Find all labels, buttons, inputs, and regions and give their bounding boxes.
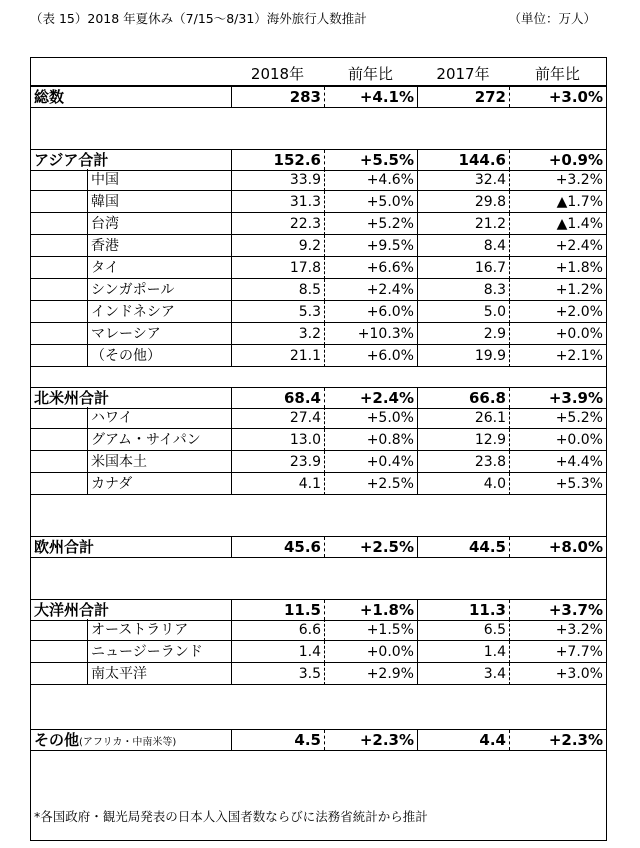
- total-2017: 272: [417, 87, 509, 107]
- country-label: グアム・サイパン: [87, 429, 231, 451]
- other-label-wrap: [34, 730, 176, 752]
- country-label: ニュージーランド: [87, 641, 231, 663]
- asia-label: アジア合計: [34, 151, 109, 169]
- yoy-2018: +0.0%: [324, 641, 417, 663]
- country-row: [31, 301, 606, 323]
- other-2018: 4.5: [231, 730, 324, 750]
- total-row: [31, 86, 606, 108]
- yoy-2017: ▲1.7%: [509, 191, 606, 213]
- yoy-2018: +6.0%: [324, 345, 417, 367]
- yoy-2017: ▲1.4%: [509, 213, 606, 235]
- value-2017: 6.5: [417, 619, 509, 641]
- value-2017: 1.4: [417, 641, 509, 663]
- country-label: 香港: [87, 235, 231, 257]
- country-row: [31, 213, 606, 235]
- value-2018: 1.4: [231, 641, 324, 663]
- yoy-2017: +3.2%: [509, 619, 606, 641]
- total-yoy-2018: +4.1%: [324, 87, 417, 107]
- value-2017: 19.9: [417, 345, 509, 367]
- europe-total-row: [31, 536, 606, 558]
- yoy-2017: +5.3%: [509, 473, 606, 495]
- yoy-2017: +2.0%: [509, 301, 606, 323]
- total-yoy-2017: +3.0%: [509, 87, 606, 107]
- country-row: [31, 257, 606, 279]
- value-2018: 27.4: [231, 407, 324, 429]
- country-label: シンガポール: [87, 279, 231, 301]
- namerica-yoy-2017: +3.9%: [509, 388, 606, 408]
- header-2018: 2018年: [250, 65, 305, 83]
- header-yoy-2017: 前年比: [534, 65, 580, 83]
- value-2018: 3.2: [231, 323, 324, 345]
- country-label: 台湾: [87, 213, 231, 235]
- yoy-2018: +9.5%: [324, 235, 417, 257]
- yoy-2018: +6.0%: [324, 301, 417, 323]
- value-2018: 8.5: [231, 279, 324, 301]
- oceania-yoy-2017: +3.7%: [509, 600, 606, 620]
- asia-yoy-2017: +0.9%: [509, 150, 606, 170]
- country-row: [31, 429, 606, 451]
- country-row: [31, 191, 606, 213]
- total-2018: 283: [231, 87, 324, 107]
- other-yoy-2017: +2.3%: [509, 730, 606, 750]
- yoy-2018: +4.6%: [324, 169, 417, 191]
- country-row: [31, 473, 606, 495]
- yoy-2018: +5.0%: [324, 191, 417, 213]
- europe-2017: 44.5: [417, 537, 509, 557]
- table-title: （表 15）2018 年夏休み（7/15～8/31）海外旅行人数推計: [30, 11, 367, 26]
- value-2018: 21.1: [231, 345, 324, 367]
- oceania-2017: 11.3: [417, 600, 509, 620]
- country-row: [31, 451, 606, 473]
- value-2017: 21.2: [417, 213, 509, 235]
- yoy-2018: +10.3%: [324, 323, 417, 345]
- yoy-2017: +3.0%: [509, 663, 606, 685]
- country-label: オーストラリア: [87, 619, 231, 641]
- unit-label: （単位：万人）: [508, 11, 596, 26]
- value-2018: 17.8: [231, 257, 324, 279]
- country-row: [31, 663, 606, 685]
- country-row: [31, 345, 606, 367]
- value-2018: 13.0: [231, 429, 324, 451]
- other-sublabel: (アフリカ・中南米等): [79, 737, 177, 748]
- europe-yoy-2017: +8.0%: [509, 537, 606, 557]
- asia-2017: 144.6: [417, 150, 509, 170]
- yoy-2018: +0.8%: [324, 429, 417, 451]
- country-label: （その他）: [87, 345, 231, 367]
- country-label: マレーシア: [87, 323, 231, 345]
- country-label: 米国本土: [87, 451, 231, 473]
- yoy-2018: +2.4%: [324, 279, 417, 301]
- total-label: 総数: [34, 88, 65, 106]
- yoy-2017: +4.4%: [509, 451, 606, 473]
- other-label: その他: [34, 731, 80, 749]
- country-label: インドネシア: [87, 301, 231, 323]
- oceania-total-row: [31, 599, 606, 621]
- asia-total-row: [31, 149, 606, 171]
- value-2018: 4.1: [231, 473, 324, 495]
- yoy-2017: +7.7%: [509, 641, 606, 663]
- header-2017: 2017年: [436, 65, 490, 83]
- yoy-2017: +1.2%: [509, 279, 606, 301]
- value-2017: 3.4: [417, 663, 509, 685]
- country-row: [31, 641, 606, 663]
- oceania-2018: 11.5: [231, 600, 324, 620]
- value-2017: 8.3: [417, 279, 509, 301]
- yoy-2018: +5.0%: [324, 407, 417, 429]
- value-2017: 26.1: [417, 407, 509, 429]
- header-yoy-2018: 前年比: [347, 65, 393, 83]
- value-2017: 8.4: [417, 235, 509, 257]
- value-2018: 3.5: [231, 663, 324, 685]
- europe-2018: 45.6: [231, 537, 324, 557]
- data-table: [30, 57, 607, 841]
- other-2017: 4.4: [417, 730, 509, 750]
- namerica-2018: 68.4: [231, 388, 324, 408]
- table-header: [31, 58, 606, 86]
- country-label: 韓国: [87, 191, 231, 213]
- yoy-2017: +0.0%: [509, 323, 606, 345]
- footnote: *各国政府・観光局発表の日本人入国者数ならびに法務省統計から推計: [34, 809, 428, 824]
- value-2017: 12.9: [417, 429, 509, 451]
- value-2017: 4.0: [417, 473, 509, 495]
- other-yoy-2018: +2.3%: [324, 730, 417, 750]
- other-total-row: [31, 729, 606, 751]
- country-label: タイ: [87, 257, 231, 279]
- yoy-2018: +5.2%: [324, 213, 417, 235]
- asia-yoy-2018: +5.5%: [324, 150, 417, 170]
- namerica-2017: 66.8: [417, 388, 509, 408]
- europe-label: 欧州合計: [34, 538, 95, 556]
- country-label: 南太平洋: [87, 663, 231, 685]
- country-row: [31, 235, 606, 257]
- country-label: ハワイ: [87, 407, 231, 429]
- namerica-yoy-2018: +2.4%: [324, 388, 417, 408]
- namerica-total-row: [31, 387, 606, 409]
- asia-2018: 152.6: [231, 150, 324, 170]
- value-2018: 23.9: [231, 451, 324, 473]
- namerica-label: 北米州合計: [34, 389, 110, 407]
- yoy-2018: +2.9%: [324, 663, 417, 685]
- value-2017: 23.8: [417, 451, 509, 473]
- country-label: 中国: [87, 169, 231, 191]
- yoy-2017: +0.0%: [509, 429, 606, 451]
- value-2017: 16.7: [417, 257, 509, 279]
- value-2018: 5.3: [231, 301, 324, 323]
- value-2018: 33.9: [231, 169, 324, 191]
- value-2017: 2.9: [417, 323, 509, 345]
- oceania-yoy-2018: +1.8%: [324, 600, 417, 620]
- country-row: [31, 407, 606, 429]
- country-row: [31, 279, 606, 301]
- country-row: [31, 169, 606, 191]
- yoy-2017: +2.4%: [509, 235, 606, 257]
- value-2017: 29.8: [417, 191, 509, 213]
- value-2018: 31.3: [231, 191, 324, 213]
- yoy-2017: +5.2%: [509, 407, 606, 429]
- yoy-2018: +2.5%: [324, 473, 417, 495]
- yoy-2017: +1.8%: [509, 257, 606, 279]
- value-2017: 5.0: [417, 301, 509, 323]
- yoy-2018: +6.6%: [324, 257, 417, 279]
- country-row: [31, 619, 606, 641]
- oceania-label: 大洋州合計: [34, 601, 110, 619]
- yoy-2017: +2.1%: [509, 345, 606, 367]
- yoy-2018: +1.5%: [324, 619, 417, 641]
- country-row: [31, 323, 606, 345]
- value-2018: 22.3: [231, 213, 324, 235]
- value-2018: 9.2: [231, 235, 324, 257]
- value-2017: 32.4: [417, 169, 509, 191]
- yoy-2017: +3.2%: [509, 169, 606, 191]
- europe-yoy-2018: +2.5%: [324, 537, 417, 557]
- value-2018: 6.6: [231, 619, 324, 641]
- country-label: カナダ: [87, 473, 231, 495]
- yoy-2018: +0.4%: [324, 451, 417, 473]
